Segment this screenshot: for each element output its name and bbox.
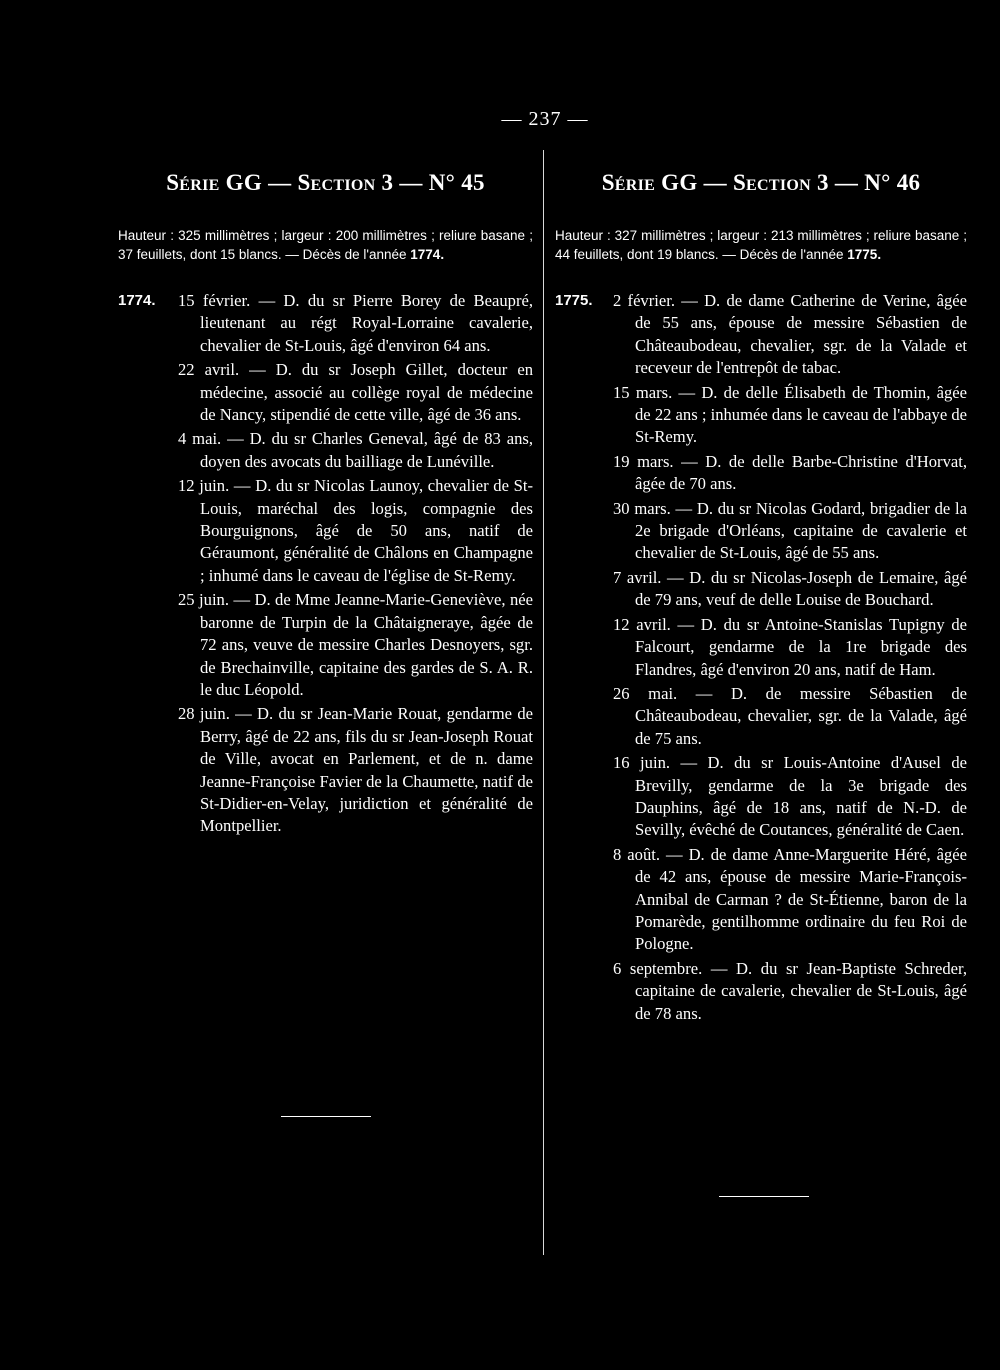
entry-text: 28 juin. — D. du sr Jean-Marie Rouat, gendarme de Berry, âgé de 22 ans, fils du sr Jean-Joseph Rouat de Ville, avocat en Parlement, et de n. dame Jeanne-Françoise Favier de la Chaumette, natif de St-Didier-en-Velay, juridiction et généralité de Montpellier. <box>178 704 533 836</box>
entry-text: 22 avril. — D. du sr Joseph Gillet, docteur en médecine, associé au collège royal de médecine de Nancy, stipendié de cette ville, âgé de 36 ans. <box>178 360 533 425</box>
left-heading-section: Section <box>297 170 376 195</box>
entry <box>555 382 967 449</box>
right-heading-section: Section <box>732 170 811 195</box>
entry-text: 16 juin. — D. du sr Louis-Antoine d'Ausel de Brevilly, gendarme de la 3e brigade des Dauphins, âgé de 18 ans, natif de N.-D. de Sevilly, évêché de Coutances, généralité de Caen. <box>613 753 967 840</box>
column-divider <box>543 150 544 1255</box>
right-heading-serie: Série <box>601 170 656 195</box>
entry-text: 25 juin. — D. de Mme Jeanne-Marie-Geneviève, née baronne de Turpin de la Châtaigneraye, âgée de 72 ans, veuve de messire Charles Desnoyers, sgr. de Brechainville, capitaine des gardes de S. A. R. le duc Léopold. <box>178 590 533 699</box>
entry-text: 30 mars. — D. du sr Nicolas Godard, brigadier de la 2e brigade d'Orléans, capitaine de cavalerie et chevalier de St-Louis, âgé de 55 ans. <box>613 498 967 563</box>
entry-text: 19 mars. — D. de delle Barbe-Christine d'Horvat, âgée de 70 ans. <box>613 451 967 494</box>
right-description-text: Hauteur : 327 millimètres ; largeur : 213 millimètres ; reliure basane ; 44 feuillets, dont 19 blancs. — Décès de l'année <box>555 228 967 262</box>
page-number: — 237 — <box>501 108 589 130</box>
right-entries <box>555 290 967 1025</box>
entry <box>555 683 967 750</box>
left-heading <box>118 170 533 196</box>
right-heading-number: 3 — N° 46 <box>810 170 921 195</box>
entry-text: 6 septembre. — D. du sr Jean-Baptiste Schreder, capitaine de cavalerie, chevalier de St-Louis, âgé de 78 ans. <box>613 958 967 1023</box>
entry-text: 15 février. — D. du sr Pierre Borey de Beaupré, lieutenant au régt Royal-Lorraine cavalerie, chevalier de St-Louis, âgé d'environ 64 ans. <box>178 291 533 355</box>
entry <box>555 498 967 565</box>
left-end-rule <box>281 1116 371 1117</box>
left-description <box>118 226 533 264</box>
entry-text: 12 juin. — D. du sr Nicolas Launoy, chevalier de St-Louis, maréchal des logis, compagnie des Bourguignons, âgé de 50 ans, natif de Géraumont, généralité de Châlons en Champagne ; inhumé dans le caveau de l'église de St-Remy. <box>178 476 533 585</box>
left-description-year: 1774. <box>410 247 445 262</box>
entry <box>118 428 533 473</box>
right-heading-gg: GG — <box>655 170 733 195</box>
left-heading-number: 3 — N° 45 <box>375 170 485 195</box>
entry-text: 4 mai. — D. du sr Charles Geneval, âgé de 83 ans, doyen des avocats du bailliage de Lunéville. <box>178 429 533 471</box>
entry-text: 12 avril. — D. du sr Antoine-Stanislas Tupigny de Falcourt, gendarme de la 1re brigade des Flandres, âgé d'environ 20 ans, natif de Ham. <box>613 614 967 679</box>
entry-text: 15 mars. — D. de delle Élisabeth de Thomin, âgée de 22 ans ; inhumée dans le caveau de l'abbaye de St-Remy. <box>613 382 967 447</box>
entry-text: 8 août. — D. de dame Anne-Marguerite Héré, âgée de 42 ans, épouse de messire Marie-François-Annibal de Carman ? de St-Étienne, baron de la Pomarède, gentilhomme ordinaire du feu Roi de Pologne. <box>613 844 967 954</box>
right-end-rule <box>719 1196 809 1197</box>
entry <box>555 614 967 681</box>
right-description <box>555 226 967 264</box>
entry <box>555 290 967 380</box>
right-year-label: 1775. <box>555 292 593 309</box>
entry <box>118 589 533 701</box>
right-description-year: 1775. <box>847 247 882 262</box>
left-heading-gg: GG — <box>219 170 298 195</box>
entry-text: 26 mai. — D. de messire Sébastien de Châteaubodeau, chevalier, sgr. de la Valade, âgé de 75 ans. <box>613 683 967 748</box>
entry <box>118 475 533 587</box>
entry <box>555 451 967 496</box>
entry <box>555 958 967 1025</box>
entry <box>555 567 967 612</box>
entry <box>555 844 967 956</box>
left-year-label: 1774. <box>118 292 156 309</box>
entry <box>118 703 533 837</box>
right-heading <box>555 170 967 196</box>
entry <box>118 290 533 357</box>
left-entries <box>118 290 533 838</box>
left-heading-serie: Série <box>166 170 220 195</box>
entry-text: 2 février. — D. de dame Catherine de Verine, âgée de 55 ans, épouse de messire Sébastien de Châteaubodeau, chevalier, sgr. de la Valade et receveur de l'entrepôt de tabac. <box>613 291 967 378</box>
right-column <box>555 170 967 1027</box>
entry <box>555 752 967 842</box>
left-description-text: Hauteur : 325 millimètres ; largeur : 200 millimètres ; reliure basane ; 37 feuillets, dont 15 blancs. — Décès de l'année <box>118 228 533 262</box>
left-column <box>118 170 533 840</box>
entry <box>118 359 533 426</box>
entry-text: 7 avril. — D. du sr Nicolas-Joseph de Lemaire, âgé de 79 ans, veuf de delle Louise de Bouchard. <box>613 567 967 610</box>
